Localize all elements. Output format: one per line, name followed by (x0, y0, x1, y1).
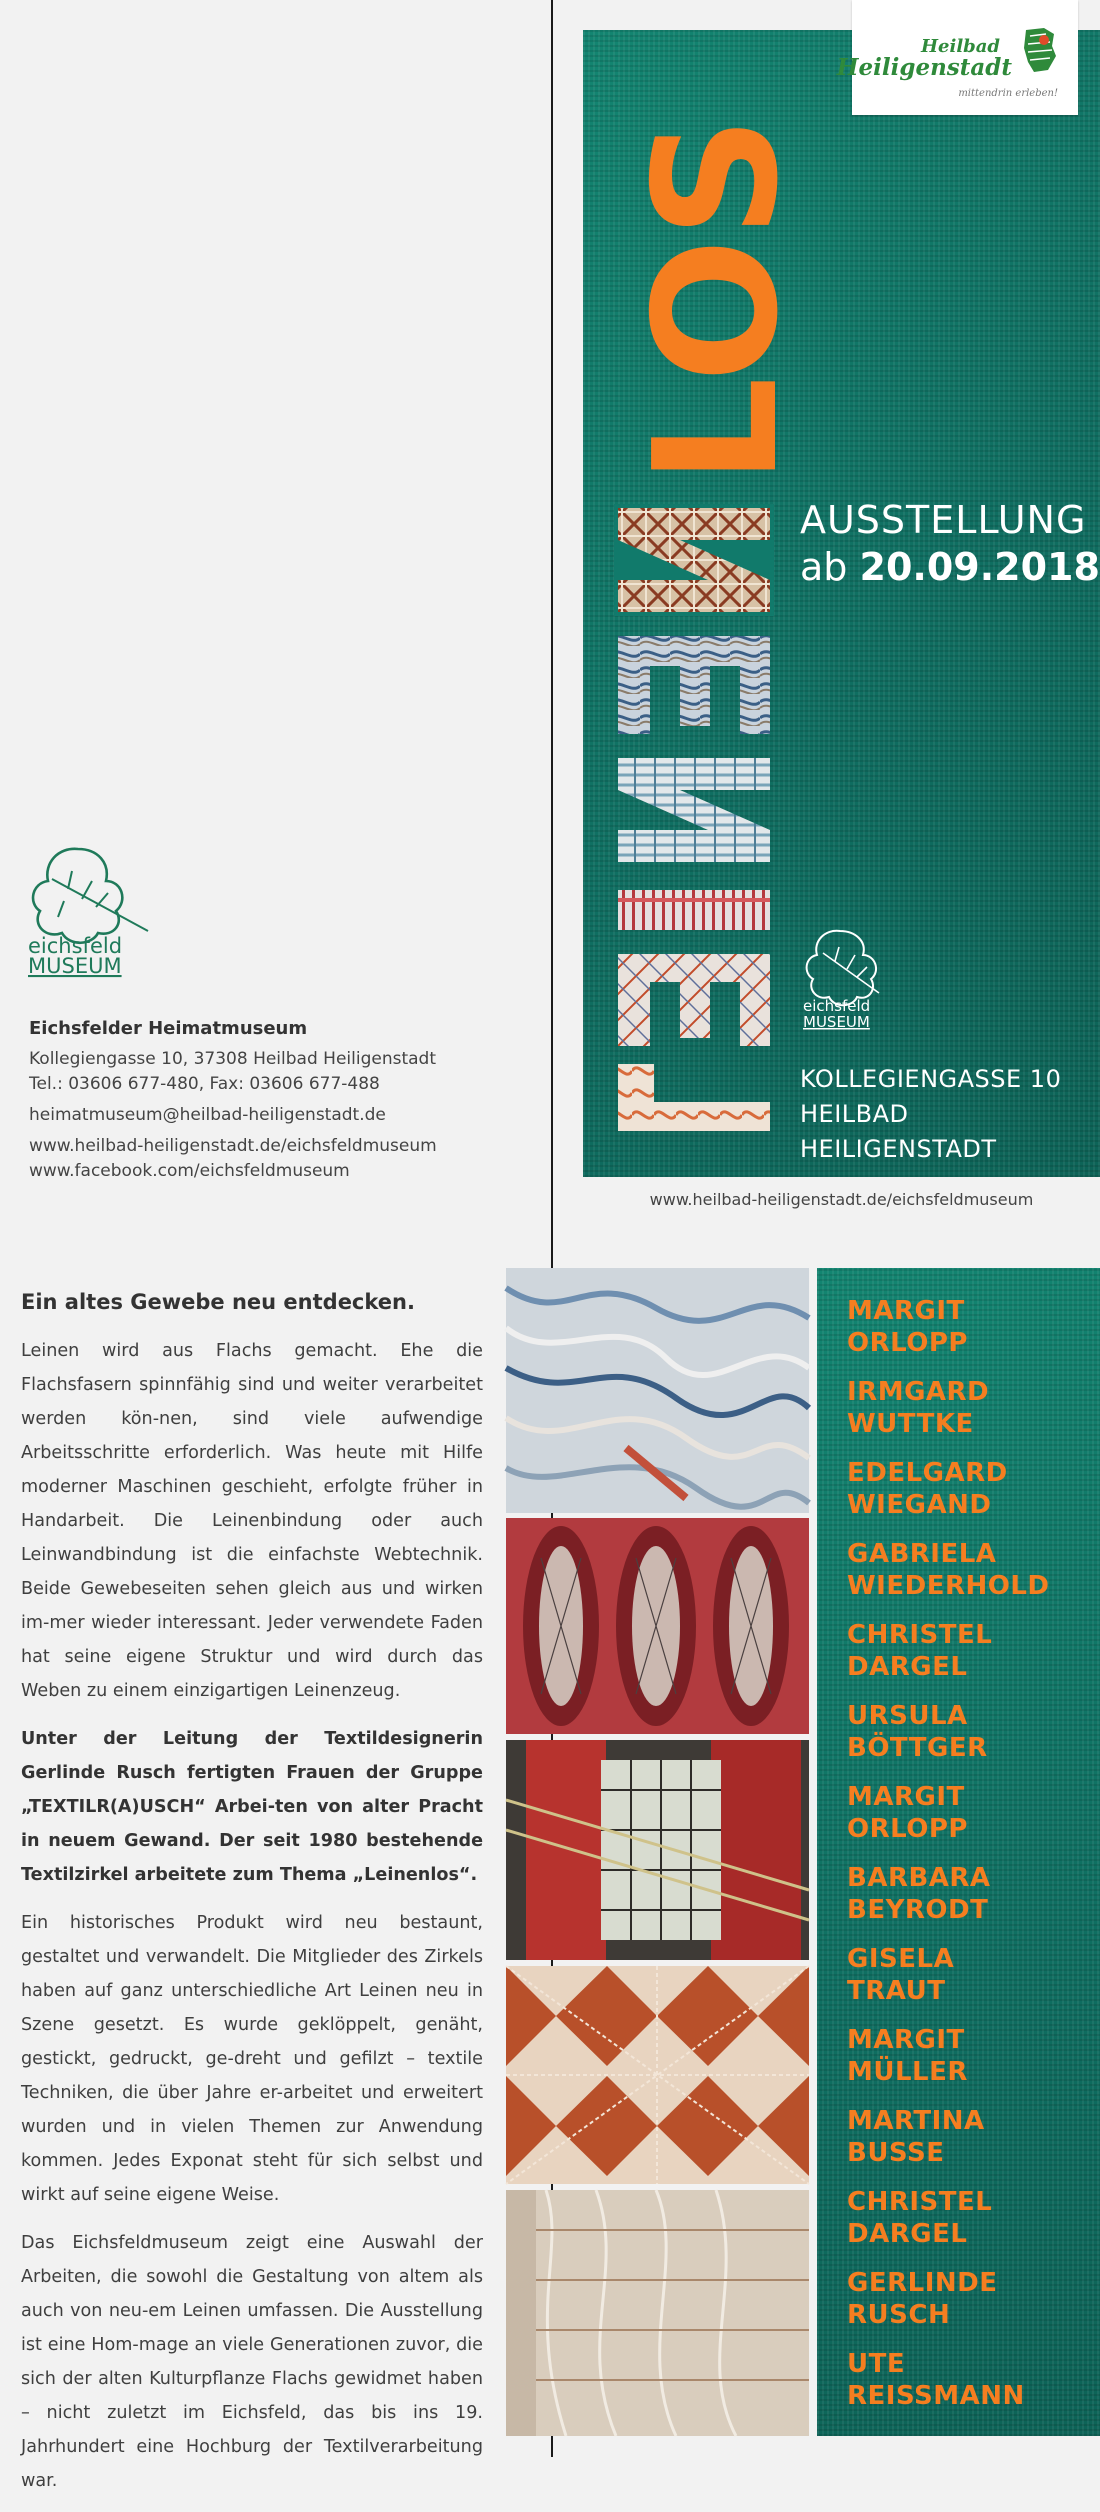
title-los (610, 115, 816, 490)
contact-block (29, 1016, 437, 1184)
article-paragraph-2: Unter der Leitung der Textildesignerin Gerlinde Rusch fertigten Frauen der Gruppe „TEXTILR(A)USCH“ Arbei-ten von alter Pracht in neuem Gewand. Der seit 1980 bestehende Textilzirkel arbeitete zum Thema „Leinenlos“. (21, 1729, 483, 1885)
artist-name: CHRISTEL DARGEL (847, 2187, 993, 2249)
textile-photo-5 (506, 2190, 809, 2436)
museum-email[interactable]: heimatmuseum@heilbad-heiligenstadt.de (29, 1105, 386, 1125)
textile-photo-2 (506, 1518, 809, 1734)
artist-name: BARBARA BEYRODT (847, 1863, 991, 1925)
cover-url[interactable]: www.heilbad-heiligenstadt.de/eichsfeldmuseum (649, 1190, 1034, 1209)
article-paragraph-4: Das Eichsfeldmuseum zeigt eine Auswahl der Arbeiten, die sowohl die Gestaltung von altem als auch von neu-em Leinen umfassen. Die Ausstellung ist eine Hom-mage an viele Generationen zuvor, die sich der alten Kulturpflanze Flachs gewidmet haben – nicht zuletzt im Eichsfeld, das bis ins 19. Jahrhundert eine Hochburg der Textilverarbeitung war. (21, 2233, 483, 2491)
svg-text:LOS: LOS (618, 115, 816, 485)
museum-logo-cover (795, 923, 895, 1033)
museum-name: Eichsfelder Heimatmuseum (29, 1018, 308, 1039)
artist-name: MARGIT ORLOPP (847, 1782, 968, 1844)
exhibition-label: AUSSTELLUNG (800, 498, 1087, 542)
county-map-icon (1020, 26, 1060, 76)
museum-facebook[interactable]: www.facebook.com/eichsfeldmuseum (29, 1161, 350, 1181)
title-letter-n2 (610, 750, 780, 870)
cover-address-line2: HEILBAD HEILIGENSTADT (800, 1100, 997, 1163)
svg-text:MUSEUM: MUSEUM (28, 954, 122, 978)
exhibition-date (800, 545, 1100, 589)
artist-name: MARGIT ORLOPP (847, 1296, 968, 1358)
title-letter-e1 (610, 630, 780, 740)
artist-name: CHRISTEL DARGEL (847, 1620, 993, 1682)
title-letter-n1 (610, 500, 780, 620)
artist-name: GERLINDE RUSCH (847, 2268, 998, 2330)
artist-name: IRMGARD WUTTKE (847, 1377, 990, 1439)
title-letter-l (610, 1060, 780, 1135)
textile-photo-4 (506, 1966, 809, 2184)
date-value: 20.09.2018 (859, 545, 1100, 589)
article-heading: Ein altes Gewebe neu entdecken. (21, 1290, 415, 1314)
svg-text:eichsfeld: eichsfeld (803, 997, 871, 1015)
article-paragraph-1: Leinen wird aus Flachs gemacht. Ehe die Flachsfasern spinnfähig sind und weiter verarbeitet werden kön-nen, sind viele aufwendige Arbeitsschritte erforderlich. Was heute mit Hilfe moderner Maschinen geschieht, erfolgte früher in Handarbeit. Die Leinenbindung oder auch Leinwandbindung ist die einfachste Webtechnik. Beide Gewebeseiten sehen gleich aus und wirken im-mer wieder interessant. Jeder verwendete Faden hat seine eigene Struktur und wird durch das Weben zu einem einzigartigen Leinenzeug. (21, 1341, 483, 1701)
textile-photo-1 (506, 1268, 809, 1513)
cover-address (800, 1062, 1100, 1167)
artist-name: MARTINA BUSSE (847, 2106, 985, 2168)
date-prefix: ab (800, 545, 848, 589)
artist-name: MARGIT MÜLLER (847, 2025, 968, 2087)
article-paragraph-3: Ein historisches Produkt wird neu bestaunt, gestaltet und verwandelt. Die Mitglieder des Zirkels haben auf ganz unterschiedliche Art Leinen neu in Szene gesetzt. Es wurde geklöppelt, genäht, gestickt, gedruckt, ge-dreht und gefilzt – textile Techniken, die über Jahre er-arbeitet und erweitert wurden und in vielen Themen zur Anwendung kommen. Jedes Exponat steht für sich selbst und wirkt auf seine eigene Weise. (21, 1913, 483, 2205)
title-letter-e2 (610, 950, 780, 1050)
city-logo-tagline: mittendrin erleben! (958, 88, 1058, 99)
city-logo-line2: Heiligenstadt (836, 54, 1012, 81)
cover-address-line1: KOLLEGIENGASSE 10 (800, 1065, 1062, 1093)
textile-photo-3 (506, 1740, 809, 1960)
city-logo-line1: Heilbad (921, 36, 1000, 57)
museum-website[interactable]: www.heilbad-heiligenstadt.de/eichsfeldmuseum (29, 1136, 437, 1156)
museum-address: Kollegiengasse 10, 37308 Heilbad Heiligenstadt (29, 1049, 436, 1069)
museum-logo (18, 843, 153, 978)
museum-phone: Tel.: 03606 677-480, Fax: 03606 677-488 (29, 1074, 380, 1094)
title-letter-i (610, 880, 780, 940)
artist-name: URSULA BÖTTGER (847, 1701, 988, 1763)
city-logo (836, 0, 1078, 115)
artists-panel (817, 1268, 1100, 2436)
svg-text:eichsfeld: eichsfeld (28, 934, 123, 958)
vertical-title (610, 115, 816, 1135)
article (21, 1290, 483, 2512)
artist-name: GISELA TRAUT (847, 1944, 955, 2006)
svg-text:MUSEUM: MUSEUM (803, 1013, 870, 1031)
artist-name: UTE REISSMANN (847, 2349, 1025, 2411)
artist-name: EDELGARD WIEGAND (847, 1458, 1008, 1520)
artist-name: GABRIELA WIEDERHOLD (847, 1539, 1050, 1601)
